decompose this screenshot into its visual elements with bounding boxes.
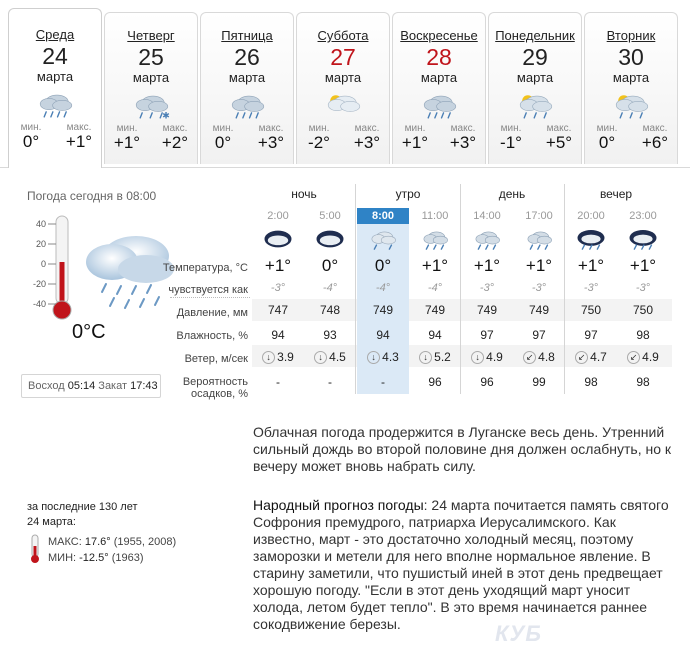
history-min-label: МИН: bbox=[48, 552, 77, 564]
wind-direction-icon: ↙ bbox=[575, 351, 588, 364]
hour-humidity: 93 bbox=[323, 328, 337, 342]
wind-speed: 4.3 bbox=[382, 350, 399, 364]
hour-feels: -3° bbox=[531, 282, 547, 294]
period-evening: вечер bbox=[599, 187, 633, 201]
hour-time: 5:00 bbox=[319, 210, 341, 222]
day-tab-27[interactable] bbox=[296, 12, 390, 164]
history-period: за последние 130 лет bbox=[27, 501, 138, 513]
day-month: марта bbox=[420, 70, 458, 85]
hour-feels: -4° bbox=[375, 282, 391, 294]
sunset-time: 17:43 bbox=[130, 380, 158, 392]
hour-wind bbox=[617, 350, 669, 364]
rain-cloud-icon bbox=[419, 91, 459, 119]
day-number: 27 bbox=[330, 44, 356, 70]
wind-direction-icon: ↙ bbox=[627, 351, 640, 364]
night-cloud-icon bbox=[315, 228, 345, 250]
hour-temp: +1° bbox=[525, 256, 553, 275]
day-tabs bbox=[8, 8, 690, 168]
hour-humidity: 98 bbox=[636, 328, 650, 342]
min-label: мин. bbox=[404, 123, 426, 134]
hour-pressure: 750 bbox=[632, 303, 654, 317]
day-name: Пятница bbox=[221, 28, 273, 43]
wind-direction-icon: ↓ bbox=[471, 351, 484, 364]
hour-column bbox=[461, 208, 513, 394]
sunrise-time: 05:14 bbox=[67, 380, 96, 392]
night-rain-icon bbox=[576, 228, 606, 250]
hour-precip: - bbox=[276, 375, 280, 389]
day-name: Суббота bbox=[317, 28, 369, 43]
day-number: 30 bbox=[618, 44, 644, 70]
max-label: макс. bbox=[642, 123, 668, 134]
scale-20: 20 bbox=[35, 239, 46, 249]
forecast-description: Облачная погода продержится в Луганске весь день. Утренний сильный дождь во второй половине дня должен ослабнуть, но к вечеру может вновь набрать силу. bbox=[253, 424, 672, 474]
wind-direction-icon: ↓ bbox=[419, 351, 432, 364]
label-precip-1: Вероятность bbox=[182, 376, 248, 388]
hour-pressure: 749 bbox=[424, 303, 446, 317]
hour-precip: 98 bbox=[636, 375, 650, 389]
hour-precip: - bbox=[381, 375, 385, 389]
hour-humidity: 97 bbox=[584, 328, 598, 342]
small-thermometer-icon bbox=[29, 534, 41, 564]
max-temp: +3° bbox=[353, 133, 381, 152]
hour-pressure: 750 bbox=[580, 303, 602, 317]
history-max-label: МАКС: bbox=[48, 536, 82, 548]
hour-temp: +1° bbox=[421, 256, 449, 275]
hour-column bbox=[513, 208, 565, 394]
day-tab-30[interactable] bbox=[584, 12, 678, 164]
max-label: макс. bbox=[450, 123, 476, 134]
max-temp: +3° bbox=[449, 133, 477, 152]
day-tab-24[interactable] bbox=[8, 8, 102, 168]
wind-direction-icon: ↙ bbox=[523, 351, 536, 364]
day-number: 24 bbox=[42, 43, 68, 69]
day-month: марта bbox=[132, 70, 170, 85]
sun-cloud-rain-icon bbox=[515, 91, 555, 119]
min-label: мин. bbox=[308, 123, 330, 134]
history-max-value: 17.6° bbox=[84, 536, 111, 548]
period-day: день bbox=[498, 187, 526, 201]
watermark-logo: КУБ bbox=[495, 621, 542, 646]
current-temperature: 0°C bbox=[72, 321, 106, 343]
max-temp: +1° bbox=[65, 132, 93, 151]
wind-speed: 5.2 bbox=[434, 350, 451, 364]
label-feels: чувствуется как bbox=[168, 284, 248, 296]
hour-wind bbox=[461, 350, 513, 364]
max-temp: +2° bbox=[161, 133, 189, 152]
hour-wind bbox=[565, 350, 617, 364]
hour-wind bbox=[252, 350, 304, 364]
day-month: марта bbox=[228, 70, 266, 85]
min-max-values bbox=[105, 133, 197, 153]
hour-pressure: 747 bbox=[267, 303, 289, 317]
min-label: мин. bbox=[116, 123, 138, 134]
rain-icon bbox=[472, 228, 502, 250]
label-humidity: Влажность, % bbox=[176, 330, 248, 342]
hour-time: 8:00 bbox=[371, 210, 395, 222]
hour-wind bbox=[357, 350, 409, 364]
day-tab-29[interactable] bbox=[488, 12, 582, 164]
hour-temp: 0° bbox=[374, 256, 392, 275]
row-separator bbox=[170, 297, 250, 298]
hour-time: 17:00 bbox=[525, 210, 553, 222]
sunset-label: Закат bbox=[98, 380, 128, 392]
hour-pressure: 749 bbox=[528, 303, 550, 317]
min-label: мин. bbox=[20, 122, 42, 133]
min-max-values bbox=[585, 133, 677, 153]
sun-cloud-icon bbox=[323, 91, 363, 119]
hour-column bbox=[304, 208, 356, 394]
hour-precip: - bbox=[328, 375, 332, 389]
now-title: Погода сегодня в 08:00 bbox=[27, 189, 157, 203]
hour-precip: 99 bbox=[532, 375, 546, 389]
hour-feels: -3° bbox=[270, 282, 286, 294]
hour-precip: 98 bbox=[584, 375, 598, 389]
hour-humidity: 94 bbox=[271, 328, 285, 342]
min-temp: 0° bbox=[22, 132, 40, 151]
hour-humidity: 94 bbox=[376, 328, 390, 342]
min-max-values bbox=[201, 133, 293, 153]
hour-column bbox=[357, 208, 409, 394]
day-month: марта bbox=[36, 69, 74, 84]
hour-feels: -4° bbox=[322, 282, 338, 294]
label-wind: Ветер, м/сек bbox=[184, 353, 248, 365]
period-night: ночь bbox=[291, 187, 317, 201]
hour-wind bbox=[409, 350, 461, 364]
hour-temp: 0° bbox=[321, 256, 339, 275]
label-precip-2: осадков, % bbox=[191, 388, 248, 400]
min-max-values bbox=[489, 133, 581, 153]
hour-wind bbox=[513, 350, 565, 364]
max-label: макс. bbox=[546, 123, 572, 134]
hour-pressure: 748 bbox=[319, 303, 341, 317]
hour-temp: +1° bbox=[629, 256, 657, 275]
min-label: мин. bbox=[500, 123, 522, 134]
min-temp: +1° bbox=[401, 133, 429, 152]
day-name: Среда bbox=[35, 27, 75, 42]
svg-text:✱: ✱ bbox=[162, 110, 170, 119]
min-max-values bbox=[393, 133, 485, 153]
scale-minus-40: -40 bbox=[32, 299, 46, 309]
wind-direction-icon: ↓ bbox=[262, 351, 275, 364]
tabs-divider bbox=[0, 167, 690, 168]
thermometer-icon bbox=[26, 214, 176, 324]
wind-direction-icon: ↓ bbox=[367, 351, 380, 364]
hour-precip: 96 bbox=[428, 375, 442, 389]
min-max-values bbox=[9, 132, 101, 152]
history-heading bbox=[27, 500, 138, 530]
hour-time: 23:00 bbox=[629, 210, 657, 222]
scale-minus-20: -20 bbox=[32, 279, 46, 289]
folk-forecast bbox=[253, 497, 673, 633]
hour-time: 14:00 bbox=[473, 210, 501, 222]
rain-icon bbox=[420, 228, 450, 250]
day-month: марта bbox=[324, 70, 362, 85]
history-max-years: (1955, 2008) bbox=[113, 536, 177, 548]
day-number: 28 bbox=[426, 44, 452, 70]
day-number: 29 bbox=[522, 44, 548, 70]
sunrise-label: Восход bbox=[28, 380, 65, 392]
rain-cloud-icon bbox=[35, 90, 75, 118]
night-rain-icon bbox=[628, 228, 658, 250]
min-label: мин. bbox=[596, 123, 618, 134]
hour-feels: -3° bbox=[635, 282, 651, 294]
hour-feels: -3° bbox=[583, 282, 599, 294]
wind-speed: 3.9 bbox=[277, 350, 294, 364]
hour-precip: 96 bbox=[480, 375, 494, 389]
max-temp: +3° bbox=[257, 133, 285, 152]
min-max-values bbox=[297, 133, 389, 153]
min-temp: 0° bbox=[214, 133, 232, 152]
hour-humidity: 94 bbox=[428, 328, 442, 342]
day-month: марта bbox=[516, 70, 554, 85]
day-month: марта bbox=[612, 70, 650, 85]
min-temp: -2° bbox=[308, 133, 330, 152]
hour-column bbox=[409, 208, 461, 394]
period-morning: утро bbox=[395, 187, 421, 201]
label-temperature: Температура, °С bbox=[162, 262, 248, 274]
max-temp: +6° bbox=[641, 133, 669, 152]
history-date: 24 марта: bbox=[27, 516, 76, 528]
max-label: макс. bbox=[66, 122, 92, 133]
wind-speed: 4.9 bbox=[486, 350, 503, 364]
min-temp: 0° bbox=[598, 133, 616, 152]
hour-humidity: 97 bbox=[532, 328, 546, 342]
rain-cloud-icon bbox=[227, 91, 267, 119]
sun-times bbox=[21, 374, 161, 398]
day-name: Четверг bbox=[127, 28, 175, 43]
folk-text: : 24 марта почитается память святого Софрония премудрого, патриарха Иерусалимского. Как известно, март - это достаточно холодный месяц, поэтому заморозки и метели для него вполне нормальное явление. В старину заметили, что пушистый иней в этот день предвещает хорошую погоду. "Если в этот день уходящий март уносит холода, летом будет тепло". В это время начинается раннее сокодвижение березы. bbox=[253, 497, 669, 632]
rain-icon bbox=[524, 228, 554, 250]
max-label: макс. bbox=[258, 123, 284, 134]
hour-column bbox=[252, 208, 304, 394]
sleet-cloud-icon bbox=[131, 91, 171, 119]
light-rain-icon bbox=[368, 228, 398, 250]
hour-temp: +1° bbox=[264, 256, 292, 275]
hour-feels: -3° bbox=[479, 282, 495, 294]
folk-title: Народный прогноз погоды bbox=[253, 497, 424, 513]
hour-feels: -4° bbox=[427, 282, 443, 294]
wind-direction-icon: ↓ bbox=[314, 351, 327, 364]
hour-pressure: 749 bbox=[476, 303, 498, 317]
hour-column bbox=[617, 208, 669, 394]
period-divider bbox=[564, 184, 565, 394]
day-tab-26[interactable] bbox=[200, 12, 294, 164]
night-cloud-icon bbox=[263, 228, 293, 250]
hour-pressure: 749 bbox=[372, 303, 394, 317]
max-label: макс. bbox=[162, 123, 188, 134]
history-max bbox=[48, 536, 176, 548]
day-tab-28[interactable] bbox=[392, 12, 486, 164]
hour-time: 2:00 bbox=[267, 210, 289, 222]
hour-temp: +1° bbox=[473, 256, 501, 275]
history-min-value: -12.5° bbox=[79, 552, 109, 564]
hour-humidity: 97 bbox=[480, 328, 494, 342]
hour-time: 11:00 bbox=[421, 210, 449, 222]
day-number: 25 bbox=[138, 44, 164, 70]
day-number: 26 bbox=[234, 44, 260, 70]
hour-time: 20:00 bbox=[577, 210, 605, 222]
hour-column bbox=[565, 208, 617, 394]
scale-0: 0 bbox=[40, 259, 46, 269]
hour-wind bbox=[304, 350, 356, 364]
day-tab-25[interactable] bbox=[104, 12, 198, 164]
day-name: Вторник bbox=[606, 28, 656, 43]
sun-cloud-rain-icon bbox=[611, 91, 651, 119]
hour-temp: +1° bbox=[577, 256, 605, 275]
wind-speed: 4.8 bbox=[538, 350, 555, 364]
min-temp: -1° bbox=[500, 133, 522, 152]
wind-speed: 4.9 bbox=[642, 350, 659, 364]
wind-speed: 4.5 bbox=[329, 350, 346, 364]
max-label: макс. bbox=[354, 123, 380, 134]
history-min bbox=[48, 552, 143, 564]
min-temp: +1° bbox=[113, 133, 141, 152]
wind-speed: 4.7 bbox=[590, 350, 607, 364]
history-min-years: (1963) bbox=[111, 552, 144, 564]
period-divider bbox=[355, 184, 356, 394]
max-temp: +5° bbox=[545, 133, 573, 152]
scale-40: 40 bbox=[35, 219, 46, 229]
day-name: Воскресенье bbox=[400, 28, 478, 43]
day-name: Понедельник bbox=[495, 28, 575, 43]
min-label: мин. bbox=[212, 123, 234, 134]
label-pressure: Давление, мм bbox=[176, 307, 248, 319]
period-divider bbox=[460, 184, 461, 394]
